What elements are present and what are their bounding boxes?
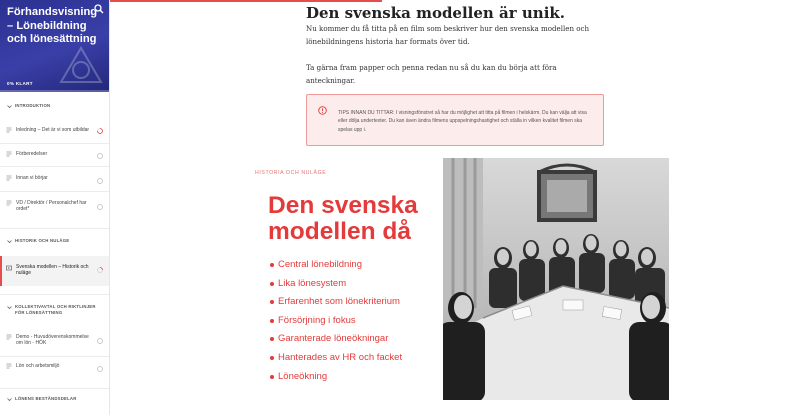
section-label: LÖNENS BESTÅNDSDELAR xyxy=(15,396,77,401)
intro-paragraph: Nu kommer du få titta på en film som beskriver hur den svenska modellen och lönebildningens historia har formats över tid. xyxy=(306,24,590,46)
section-historik[interactable] xyxy=(7,238,103,244)
status-circle-icon xyxy=(97,178,103,184)
chevron-down-icon xyxy=(7,104,12,109)
course-title: Förhandsvisning – Lönebildning och lönesättning xyxy=(7,6,98,45)
lesson-forberedelser[interactable] xyxy=(0,151,110,161)
document-icon xyxy=(6,175,12,181)
section-introduktion[interactable] xyxy=(7,103,103,109)
status-circle-icon xyxy=(97,366,103,372)
lesson-progress-line xyxy=(110,0,382,2)
status-circle-icon xyxy=(97,338,103,344)
chevron-down-icon xyxy=(7,305,12,310)
section-label: KOLLEKTIVAVTAL OCH RIKTLINJER FÖR LÖNESÄTTNING xyxy=(15,304,96,315)
slide-bullet: Garanterade löneökningar xyxy=(270,333,402,352)
document-icon xyxy=(6,151,12,157)
lesson-label: Förberedelser xyxy=(16,151,48,157)
slide-bullet: Försörjning i fokus xyxy=(270,315,402,334)
slide-bullet: Löneökning xyxy=(270,371,402,390)
lesson-heading: Den svenska modellen är unik. xyxy=(306,4,566,22)
instruction-paragraph: Ta gärna fram papper och penna redan nu så du kan du börja att föra anteckningar. xyxy=(306,63,557,85)
lesson-label: Innan vi börjar xyxy=(16,175,48,181)
lesson-svenska-modellen[interactable] xyxy=(0,256,110,286)
divider xyxy=(0,166,110,167)
video-icon xyxy=(6,265,12,271)
divider xyxy=(0,388,110,389)
search-icon[interactable] xyxy=(94,4,104,14)
info-icon xyxy=(318,106,327,115)
section-label: INTRODUKTION xyxy=(15,103,51,108)
lesson-label: Lön och arbetsmiljö xyxy=(16,363,60,369)
slide-bullet: Hanterades av HR och facket xyxy=(270,352,402,371)
divider xyxy=(0,191,110,192)
progress-bar xyxy=(0,90,110,92)
lesson-demo-hok[interactable] xyxy=(0,333,110,347)
divider xyxy=(0,356,110,357)
status-circle-icon xyxy=(97,204,103,210)
lesson-label: Svenska modellen – Historik och nuläge xyxy=(16,264,89,277)
tip-text: TIPS INNAN DU TITTAR: I visningsfönstret så har du möjlighet att titta på filmen i helskärm. Du kan välja att visa eller dölja undertexter. Du kan även ändra filmens uppspelningshastighet och ställa in vilken kvalitet filmen ska spelas upp i. xyxy=(338,110,587,133)
slide-bullet: Lika lönesystem xyxy=(270,278,402,297)
progress-ring-icon xyxy=(97,128,103,134)
divider xyxy=(0,143,110,144)
slide-overline: HISTORIA OCH NULÄGE xyxy=(255,170,327,176)
document-icon xyxy=(6,363,12,369)
document-icon xyxy=(6,334,12,340)
status-circle-icon xyxy=(97,153,103,159)
meeting-photo-illustration xyxy=(443,158,669,400)
divider xyxy=(0,294,110,295)
document-icon xyxy=(6,200,12,206)
progress-ring-icon xyxy=(97,267,103,273)
divider xyxy=(0,228,110,229)
lesson-innan-vi-borjar[interactable] xyxy=(0,175,110,185)
lesson-label: Demo - Huvudöverenskommelse om lön - HÖK xyxy=(16,334,89,347)
lesson-label: VD / Direktör / Personalchef har ordet* xyxy=(16,200,87,213)
lesson-inledning[interactable] xyxy=(0,126,110,138)
slide-bullet: Central lönebildning xyxy=(270,259,402,278)
lesson-vd-har-ordet[interactable] xyxy=(0,199,110,213)
section-label: HISTORIK OCH NULÄGE xyxy=(15,238,70,243)
section-lonens-bestandsdelar[interactable] xyxy=(7,396,103,402)
tip-callout xyxy=(306,94,604,146)
slide-bullet: Erfarenhet som lönekriterium xyxy=(270,296,402,315)
course-sidebar xyxy=(0,0,110,415)
lesson-label: Inledning – Det är vi som utbildar xyxy=(16,127,90,133)
slide-title: Den svenska modellen då xyxy=(268,192,418,245)
lesson-lon-arbetsmiljo[interactable] xyxy=(0,363,110,373)
section-kollektivavtal[interactable] xyxy=(7,304,103,316)
decorative-pattern-icon xyxy=(59,44,103,84)
chevron-down-icon xyxy=(7,397,12,402)
historical-meeting-photo xyxy=(443,158,669,400)
course-header xyxy=(0,0,109,92)
document-icon xyxy=(6,127,12,133)
progress-label: 0% KLART xyxy=(7,81,33,86)
chevron-down-icon xyxy=(7,239,12,244)
slide-bullet-list xyxy=(270,259,402,389)
